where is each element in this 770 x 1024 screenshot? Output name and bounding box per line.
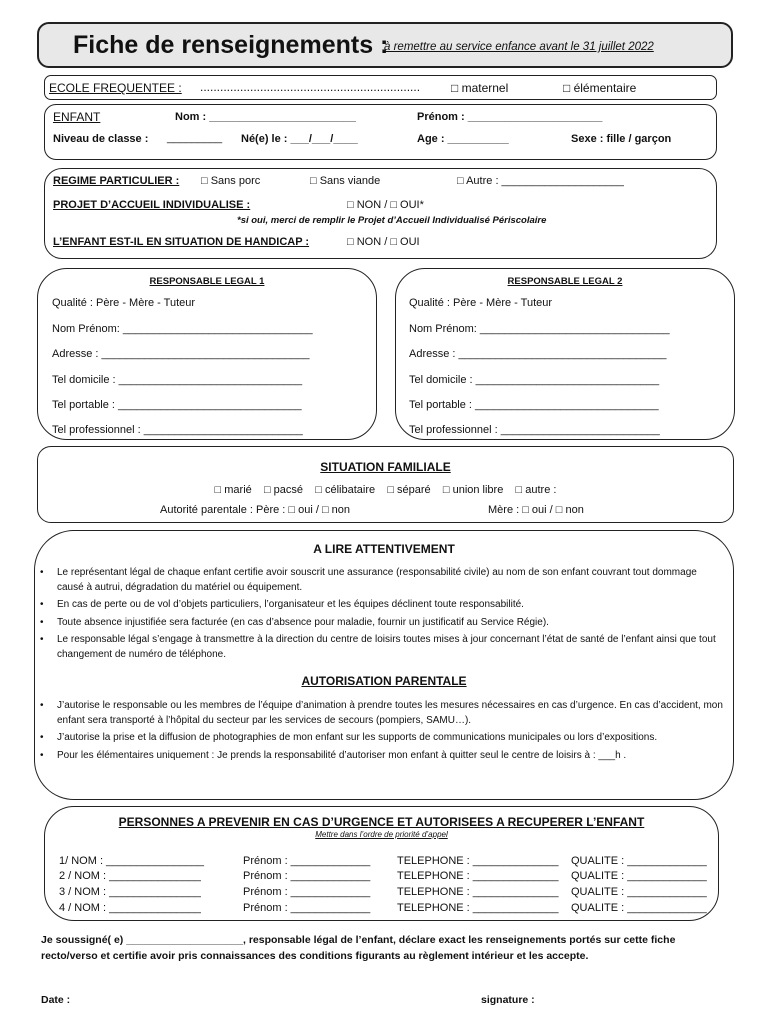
projet-note: *si oui, merci de remplir le Projet d’Accueil Individualisé Périscolaire bbox=[237, 215, 547, 226]
urgence-qualite-field: QUALITE : _____________ bbox=[571, 902, 707, 914]
resp1-adresse-field[interactable]: Adresse : __________________________________ bbox=[52, 348, 310, 360]
resp2-adresse-field[interactable]: Adresse : __________________________________ bbox=[409, 348, 667, 360]
handicap-label: L’ENFANT EST-IL EN SITUATION DE HANDICAP : bbox=[53, 236, 310, 248]
resp1-nom-field[interactable]: Nom Prénom: _______________________________ bbox=[52, 323, 313, 335]
enfant-age-field[interactable]: Age : __________ bbox=[417, 133, 509, 145]
situation-options[interactable]: □ marié □ pacsé □ célibataire □ séparé □ union libre □ autre : bbox=[214, 484, 557, 496]
autorisation-item: • J’autorise le responsable ou les membres de l’équipe d’animation à prendre toutes les mesures nécessaires en cas d’urgence. En cas d’accident, mon enfant sera transporté à l’hôpital du secteur par les services de secours (pompiers, SAMU…). bbox=[37, 699, 725, 728]
urgence-box bbox=[44, 806, 719, 921]
enfant-nom-field[interactable]: Nom : ________________________ bbox=[175, 111, 357, 123]
ecole-box bbox=[44, 75, 717, 100]
regime-autre-field[interactable]: □ Autre : ____________________ bbox=[457, 175, 624, 187]
resp2-telpro-field[interactable]: Tel professionnel : __________________________ bbox=[409, 424, 660, 436]
regime-sans-porc-checkbox[interactable]: □ Sans porc bbox=[201, 175, 261, 187]
ecole-dots: .................................................................. bbox=[200, 80, 421, 94]
lire-item: • Toute absence injustifiée sera facturée (en cas d’absence pour maladie, fournir un justificatif au Service Régie). bbox=[37, 616, 725, 631]
urgence-prenom-field: Prénom : _____________ bbox=[243, 855, 371, 867]
lire-item: • En cas de perte ou de vol d’objets particuliers, l’organisateur et les équipes déclinent toute responsabilité. bbox=[37, 598, 725, 613]
enfant-prenom-field[interactable]: Prénom : ______________________ bbox=[417, 111, 603, 123]
urgence-prenom-field: Prénom : _____________ bbox=[243, 886, 371, 898]
urgence-qualite-field: QUALITE : _____________ bbox=[571, 886, 707, 898]
enfant-box bbox=[44, 104, 717, 160]
urgence-nom-field: 4 / NOM : _______________ bbox=[59, 902, 201, 914]
autorisation-item[interactable]: • Pour les élémentaires uniquement : Je prends la responsabilité d’autoriser mon enfant à quitter seul le centre de loisirs à : ___h . bbox=[37, 749, 725, 764]
autorisation-item: • J’autorise la prise et la diffusion de photographies de mon enfant sur les supports de communications municipales ou lors d’expositions. bbox=[37, 731, 725, 746]
ecole-label: ECOLE FREQUENTEE : bbox=[49, 81, 182, 95]
urgence-prenom-field: Prénom : _____________ bbox=[243, 902, 371, 914]
projet-label: PROJET D’ACCUEIL INDIVIDUALISE : bbox=[53, 199, 251, 211]
enfant-label: ENFANT bbox=[53, 110, 101, 124]
urgence-title: PERSONNES A PREVENIR EN CAS D’URGENCE ET AUTORISEES A RECUPERER L’ENFANT bbox=[118, 815, 645, 829]
resp2-nom-field[interactable]: Nom Prénom: _______________________________ bbox=[409, 323, 670, 335]
page-subtitle: à remettre au service enfance avant le 31 juillet 2022 bbox=[384, 41, 654, 53]
projet-options[interactable]: □ NON / □ OUI* bbox=[347, 199, 424, 211]
lire-item: • Le responsable légal s’engage à transmettre à la direction du centre de loisirs toutes mises à jour concernant l’état de santé de l’enfant ainsi que tout changement de numéro de téléphone. bbox=[37, 633, 725, 662]
ecole-elementaire-checkbox[interactable]: □ élémentaire bbox=[563, 81, 637, 95]
urgence-telephone-field: TELEPHONE : ______________ bbox=[397, 870, 559, 882]
responsable-1-box bbox=[37, 268, 377, 440]
autorite-pere[interactable]: Autorité parentale : Père : □ oui / □ non bbox=[160, 504, 351, 516]
enfant-sexe-field[interactable]: Sexe : fille / garçon bbox=[571, 133, 672, 145]
autorisation-title: AUTORISATION PARENTALE bbox=[301, 674, 467, 688]
signature-label[interactable]: signature : bbox=[481, 994, 535, 1006]
urgence-prenom-field: Prénom : _____________ bbox=[243, 870, 371, 882]
enfant-naissance-field[interactable]: Né(e) le : ___/___/____ bbox=[241, 133, 358, 145]
title-box bbox=[37, 22, 733, 68]
regime-label: REGIME PARTICULIER : bbox=[53, 175, 180, 187]
resp2-telport-field[interactable]: Tel portable : ______________________________ bbox=[409, 399, 659, 411]
urgence-qualite-field: QUALITE : _____________ bbox=[571, 870, 707, 882]
situation-box bbox=[37, 446, 734, 523]
lire-item: • Le représentant légal de chaque enfant certifie avoir souscrit une assurance (responsabilité civile) au nom de son enfant couvrant tout dommage causé à autrui, dégradation du matériel ou équipement. bbox=[37, 566, 725, 595]
urgence-telephone-field: TELEPHONE : ______________ bbox=[397, 855, 559, 867]
resp1-telport-field[interactable]: Tel portable : ______________________________ bbox=[52, 399, 302, 411]
urgence-subtitle: Mettre dans l’ordre de priorité d’appel bbox=[315, 830, 448, 839]
autorisation-list bbox=[37, 699, 725, 766]
urgence-telephone-field: TELEPHONE : ______________ bbox=[397, 886, 559, 898]
resp2-qualite[interactable]: Qualité : Père - Mère - Tuteur bbox=[409, 297, 553, 309]
urgence-nom-field: 1/ NOM : ________________ bbox=[59, 855, 204, 867]
responsable-2-title: RESPONSABLE LEGAL 2 bbox=[507, 276, 623, 287]
enfant-niveau-field[interactable]: _________ bbox=[167, 132, 223, 144]
regime-sans-viande-checkbox[interactable]: □ Sans viande bbox=[310, 175, 381, 187]
resp1-qualite[interactable]: Qualité : Père - Mère - Tuteur bbox=[52, 297, 196, 309]
lire-title: A LIRE ATTENTIVEMENT bbox=[313, 542, 455, 556]
handicap-options[interactable]: □ NON / □ OUI bbox=[347, 236, 420, 248]
regime-box bbox=[44, 168, 717, 259]
responsable-1-title: RESPONSABLE LEGAL 1 bbox=[149, 276, 265, 287]
urgence-nom-field: 2 / NOM : _______________ bbox=[59, 870, 201, 882]
urgence-nom-field: 3 / NOM : _______________ bbox=[59, 886, 201, 898]
urgence-qualite-field: QUALITE : _____________ bbox=[571, 855, 707, 867]
responsable-2-box bbox=[395, 268, 735, 440]
lire-list bbox=[37, 566, 725, 665]
enfant-niveau-label: Niveau de classe : bbox=[53, 133, 149, 145]
lire-box bbox=[34, 530, 734, 800]
resp2-teldom-field[interactable]: Tel domicile : ______________________________ bbox=[409, 374, 660, 386]
resp1-telpro-field[interactable]: Tel professionnel : __________________________ bbox=[52, 424, 303, 436]
date-label[interactable]: Date : bbox=[41, 994, 71, 1006]
declaration-text: Je soussigné( e) ____________________, responsable légal de l’enfant, déclare exact les renseignements portés sur cette fiche recto/verso et certifie avoir pris connaissances des conditions figurants au règlement intérieur et les accepte. bbox=[41, 934, 676, 962]
page-title: Fiche de renseignements : bbox=[73, 31, 389, 59]
ecole-maternel-checkbox[interactable]: □ maternel bbox=[451, 81, 509, 95]
situation-title: SITUATION FAMILIALE bbox=[320, 460, 451, 474]
resp1-teldom-field[interactable]: Tel domicile : ______________________________ bbox=[52, 374, 303, 386]
autorite-mere[interactable]: Mère : □ oui / □ non bbox=[488, 504, 584, 516]
urgence-telephone-field: TELEPHONE : ______________ bbox=[397, 902, 559, 914]
